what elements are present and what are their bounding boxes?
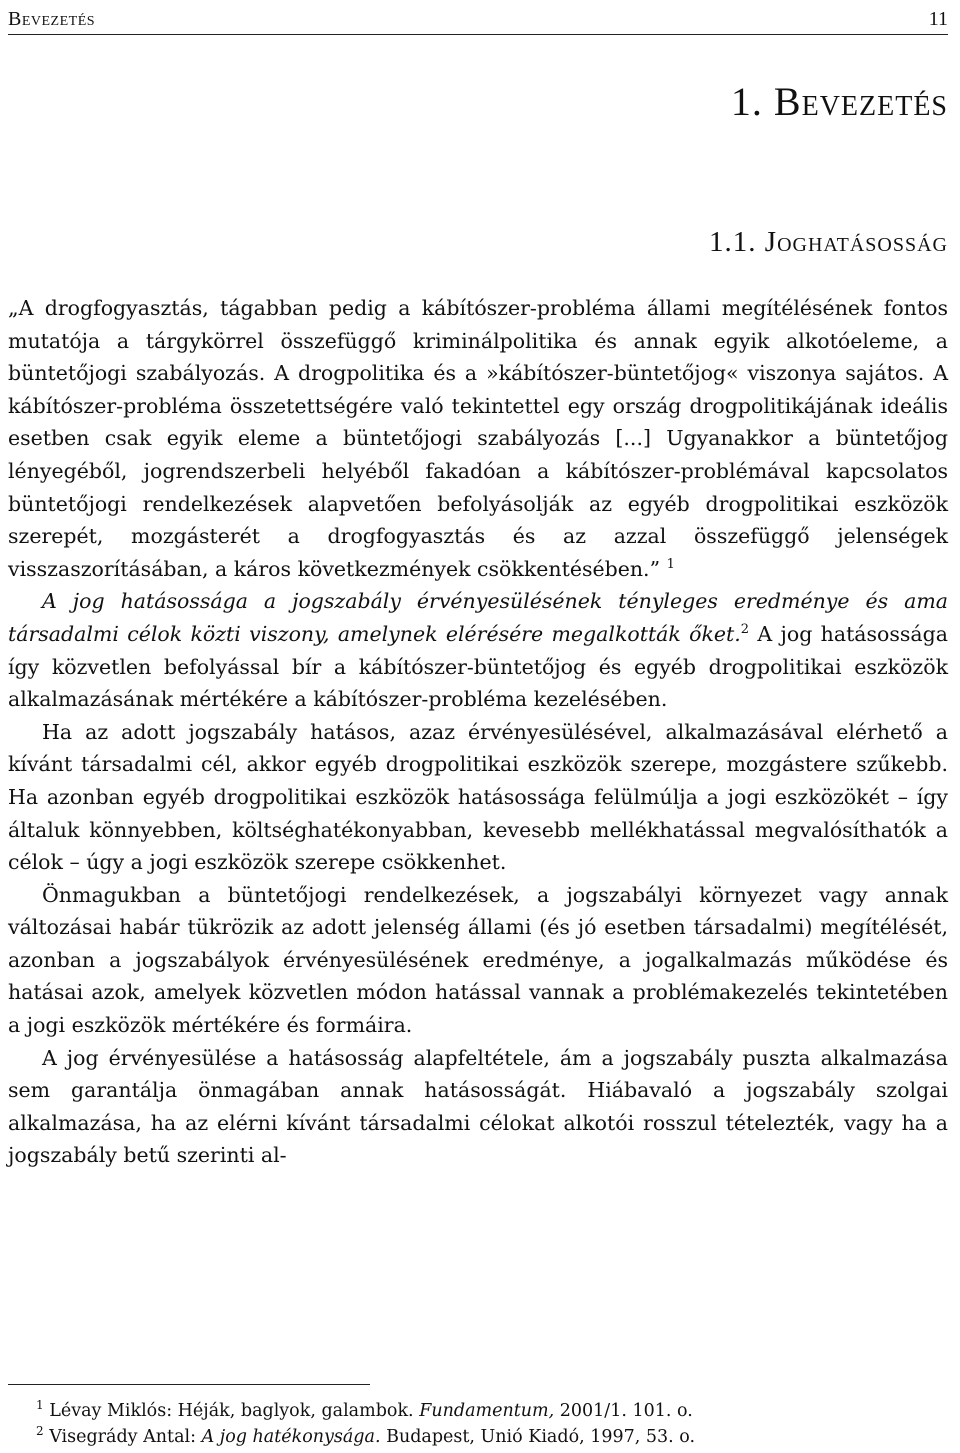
footnote-italic: Fundamentum, bbox=[419, 1401, 555, 1421]
paragraph-5: A jog érvényesülése a hatásosság alapfeltétele, ám a jogszabály puszta alkalmazása sem garantálja önmagában annak hatásosságát. Hiábavaló a jogszabály szolgai alkalmazása, ha az elérni kívánt társadalmi célokat alkotói rosszul tételezték, vagy ha a jogszabály betű szerinti al- bbox=[8, 1045, 948, 1168]
footnote-text: Visegrády Antal: bbox=[49, 1427, 202, 1447]
footnote-2 bbox=[8, 1424, 948, 1450]
paragraph-quote bbox=[8, 292, 948, 585]
definition-rest: A jog hatásossága így közvetlen befolyással bír a kábítószer-büntetőjog és egyéb drogpolitikai eszközök alkalmazásának mértékére a kábítószer-probléma kezelésében. bbox=[8, 621, 948, 712]
footnote-text: 2001/1. 101. o. bbox=[554, 1401, 693, 1421]
footnote-italic: A jog hatékonysága. bbox=[201, 1427, 381, 1447]
footnote-rule bbox=[8, 1384, 370, 1385]
chapter-title: 1. Bevezetés bbox=[730, 79, 948, 124]
footnote-text: Budapest, Unió Kiadó, 1997, 53. o. bbox=[380, 1427, 696, 1447]
section-title: 1.1. Joghatásosság bbox=[709, 226, 948, 258]
running-title: Bevezetés bbox=[8, 8, 96, 30]
paragraph-3: Ha az adott jogszabály hatásos, azaz érvényesülésével, alkalmazásával elérhető a kívánt társadalmi cél, akkor egyéb drogpolitikai eszközök szerepe, mozgástere szűkebb. Ha azonban egyéb drogpolitikai eszközök hatásossága felülmúlja a jogi eszközökét – így általuk könnyebben, költséghatékonyabban, kevesebb mellékhatással megvalósíthatók a célok – úgy a jogi eszközök szerepe csökkenhet. bbox=[8, 719, 948, 875]
footnote-number: 1 bbox=[36, 1398, 44, 1413]
paragraph-definition bbox=[8, 585, 948, 715]
body-text bbox=[8, 292, 948, 1172]
footnote-ref-2[interactable]: 2 bbox=[740, 622, 750, 638]
footnote-text: Lévay Miklós: Héják, baglyok, galambok. bbox=[49, 1401, 420, 1421]
running-header bbox=[8, 8, 948, 35]
footnote-ref-1[interactable]: 1 bbox=[666, 556, 675, 572]
definition-italic: A jog hatásossága a jogszabály érvényesülésének tényleges eredménye és ama társadalmi célok közti viszony, amelynek elérésére megalkották őket. bbox=[8, 589, 948, 646]
quote-text: „A drogfogyasztás, tágabban pedig a kábítószer-probléma állami megítélésének fontos mutatója a tárgykörrel összefüggő kriminálpolitika és annak egyik alkotóeleme, a büntetőjogi szabályozás. A drogpolitika és a »kábítószer-büntetőjog« viszonya sajátos. A kábítószer-probléma összetettségére való tekintettel egy ország drogpolitikájának ideális esetben csak egyik eleme a büntetőjogi szabályozás [...] Ugyanakkor a büntetőjog lényegéből, jogrendszerbeli helyéből fakadóan a kábítószer-problémával kapcsolatos büntetőjogi rendelkezések alapvetően befolyásolják az egyéb drogpolitikai eszközök szerepét, mozgásterét a drogfogyasztás és az azzal összefüggő jelenségek visszaszorításában, a káros következmények csökkentésében.” bbox=[8, 296, 948, 581]
footnote-number: 2 bbox=[36, 1424, 44, 1439]
page-number: 11 bbox=[928, 8, 948, 30]
footnote-1 bbox=[8, 1398, 948, 1424]
footnotes bbox=[8, 1398, 948, 1450]
paragraph-4: Önmagukban a büntetőjogi rendelkezések, a jogszabályi környezet vagy annak változásai habár tükrözik az adott jelenség állami (és jó esetben társadalmi) megítélését, azonban a jogszabályok érvényesülésének eredménye, a jogalkalmazás működése és hatásai azok, amelyek közvetlen módon hatással vannak a problémakezelés tekintetében a jogi eszközök mértékére és formáira. bbox=[8, 882, 948, 1038]
